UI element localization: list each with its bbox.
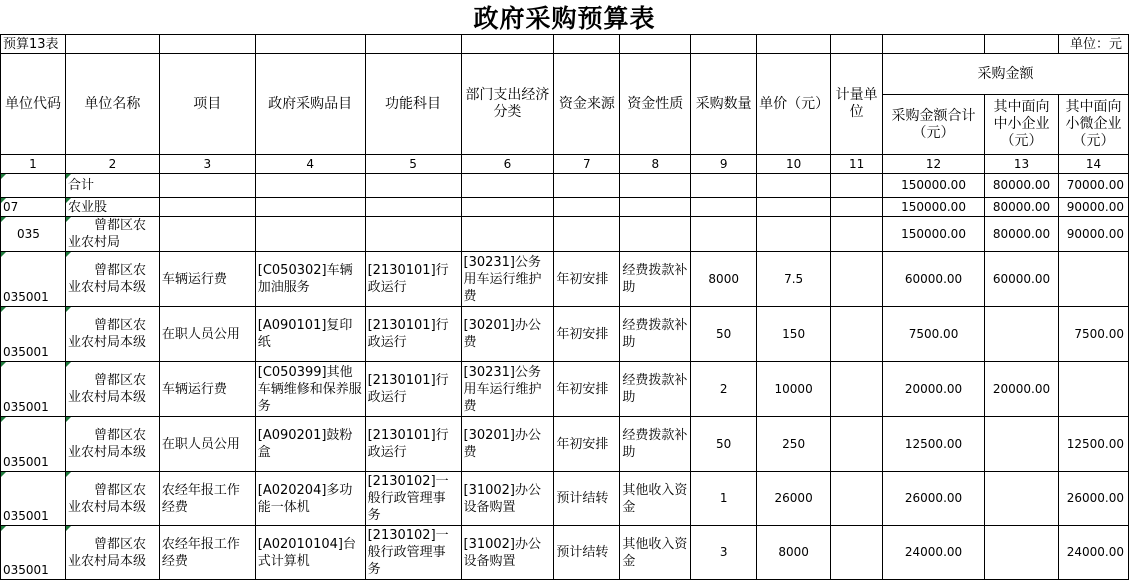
project-cell: 在职人员公用	[159, 417, 255, 472]
economic-class-cell: [30231]公务用车运行维护费	[461, 252, 554, 307]
header-amount-total: 采购金额合计（元）	[883, 95, 985, 155]
project-cell	[159, 217, 255, 252]
amount-micro-cell: 26000.00	[1058, 472, 1128, 526]
unit-label: 单位：元	[1058, 35, 1128, 54]
unit-price-cell: 7.5	[757, 252, 831, 307]
measure-unit-cell	[831, 417, 883, 472]
fund-source-cell	[554, 174, 620, 198]
unit-name-cell: 曾都区农业农村局本级	[65, 252, 159, 307]
economic-class-cell	[461, 217, 554, 252]
header-row	[1, 54, 1129, 95]
economic-class-cell: [31002]办公设备购置	[461, 472, 554, 526]
function-subject-cell	[365, 198, 461, 217]
measure-unit-cell	[831, 217, 883, 252]
amount-sme-cell	[984, 472, 1058, 526]
procurement-item-cell	[255, 198, 365, 217]
table-row	[1, 252, 1129, 307]
header-unit-price: 单价（元）	[757, 54, 831, 155]
amount-total-cell: 12500.00	[883, 417, 985, 472]
measure-unit-cell	[831, 526, 883, 580]
amount-sme-cell: 80000.00	[984, 174, 1058, 198]
economic-class-cell: [30231]公务用车运行维护费	[461, 362, 554, 417]
sheet-label: 预算13表	[1, 35, 66, 54]
fund-nature-cell: 经费拨款补助	[620, 362, 691, 417]
column-number: 11	[831, 155, 883, 174]
column-number: 3	[159, 155, 255, 174]
function-subject-cell: [2130102]一般行政管理事务	[365, 526, 461, 580]
table-row	[1, 526, 1129, 580]
economic-class-cell: [30201]办公费	[461, 417, 554, 472]
amount-micro-cell: 90000.00	[1058, 217, 1128, 252]
procurement-item-cell: [A020204]多功能一体机	[255, 472, 365, 526]
unit-code-cell: 035001	[1, 417, 66, 472]
measure-unit-cell	[831, 252, 883, 307]
unit-name-cell: 农业股	[65, 198, 159, 217]
fund-nature-cell	[620, 198, 691, 217]
column-number: 10	[757, 155, 831, 174]
table-row	[1, 417, 1129, 472]
fund-nature-cell: 其他收入资金	[620, 526, 691, 580]
unit-price-cell: 10000	[757, 362, 831, 417]
column-number: 4	[255, 155, 365, 174]
amount-total-cell: 150000.00	[883, 198, 985, 217]
project-cell: 车辆运行费	[159, 362, 255, 417]
header-economic-class: 部门支出经济分类	[461, 54, 554, 155]
amount-sme-cell: 80000.00	[984, 198, 1058, 217]
unit-price-cell	[757, 217, 831, 252]
label-row	[1, 35, 1129, 54]
fund-source-cell	[554, 198, 620, 217]
fund-source-cell	[554, 217, 620, 252]
measure-unit-cell	[831, 198, 883, 217]
amount-micro-cell: 12500.00	[1058, 417, 1128, 472]
column-number: 1	[1, 155, 66, 174]
project-cell	[159, 198, 255, 217]
project-cell: 农经年报工作经费	[159, 526, 255, 580]
economic-class-cell	[461, 198, 554, 217]
amount-micro-cell: 24000.00	[1058, 526, 1128, 580]
table-row	[1, 307, 1129, 362]
procurement-item-cell: [A02010104]台式计算机	[255, 526, 365, 580]
project-cell	[159, 174, 255, 198]
column-number: 14	[1058, 155, 1128, 174]
column-number: 9	[691, 155, 757, 174]
amount-sme-cell	[984, 307, 1058, 362]
amount-total-cell: 26000.00	[883, 472, 985, 526]
function-subject-cell	[365, 174, 461, 198]
fund-nature-cell	[620, 217, 691, 252]
unit-code-cell: 035001	[1, 526, 66, 580]
sheet-title: 政府采购预算表	[0, 0, 1129, 35]
procurement-item-cell	[255, 217, 365, 252]
quantity-cell: 8000	[691, 252, 757, 307]
fund-nature-cell: 经费拨款补助	[620, 307, 691, 362]
column-number: 12	[883, 155, 985, 174]
column-number: 13	[984, 155, 1058, 174]
column-number: 8	[620, 155, 691, 174]
fund-source-cell: 预计结转	[554, 526, 620, 580]
measure-unit-cell	[831, 472, 883, 526]
unit-code-cell: 035001	[1, 307, 66, 362]
amount-total-cell: 7500.00	[883, 307, 985, 362]
unit-code-cell: 07	[1, 198, 66, 217]
unit-code-cell: 035001	[1, 472, 66, 526]
function-subject-cell: [2130101]行政运行	[365, 417, 461, 472]
unit-name-cell: 曾都区农业农村局本级	[65, 362, 159, 417]
function-subject-cell: [2130101]行政运行	[365, 307, 461, 362]
quantity-cell	[691, 198, 757, 217]
amount-micro-cell	[1058, 252, 1128, 307]
amount-sme-cell: 60000.00	[984, 252, 1058, 307]
measure-unit-cell	[831, 362, 883, 417]
header-procurement-item: 政府采购品目	[255, 54, 365, 155]
procurement-item-cell: [C050302]车辆加油服务	[255, 252, 365, 307]
quantity-cell	[691, 174, 757, 198]
column-number: 7	[554, 155, 620, 174]
unit-name-cell: 曾都区农业农村局本级	[65, 472, 159, 526]
amount-micro-cell: 70000.00	[1058, 174, 1128, 198]
header-fund-nature: 资金性质	[620, 54, 691, 155]
unit-name-cell: 曾都区农业农村局本级	[65, 526, 159, 580]
function-subject-cell: [2130102]一般行政管理事务	[365, 472, 461, 526]
header-fund-source: 资金来源	[554, 54, 620, 155]
function-subject-cell	[365, 217, 461, 252]
header-unit-name: 单位名称	[65, 54, 159, 155]
unit-code-cell: 035001	[1, 252, 66, 307]
table-row	[1, 362, 1129, 417]
fund-nature-cell: 经费拨款补助	[620, 417, 691, 472]
project-cell: 农经年报工作经费	[159, 472, 255, 526]
fund-nature-cell	[620, 174, 691, 198]
project-cell: 在职人员公用	[159, 307, 255, 362]
quantity-cell: 50	[691, 307, 757, 362]
function-subject-cell: [2130101]行政运行	[365, 362, 461, 417]
unit-price-cell: 250	[757, 417, 831, 472]
amount-total-cell: 60000.00	[883, 252, 985, 307]
unit-price-cell: 150	[757, 307, 831, 362]
unit-name-cell: 合计	[65, 174, 159, 198]
unit-price-cell: 26000	[757, 472, 831, 526]
quantity-cell: 1	[691, 472, 757, 526]
procurement-item-cell: [A090101]复印纸	[255, 307, 365, 362]
unit-name-cell: 曾都区农业农村局	[65, 217, 159, 252]
table-row	[1, 174, 1129, 198]
fund-source-cell: 年初安排	[554, 362, 620, 417]
table-row	[1, 217, 1129, 252]
amount-micro-cell: 7500.00	[1058, 307, 1128, 362]
unit-name-cell: 曾都区农业农村局本级	[65, 307, 159, 362]
procurement-table	[0, 34, 1129, 580]
measure-unit-cell	[831, 174, 883, 198]
measure-unit-cell	[831, 307, 883, 362]
amount-sme-cell: 80000.00	[984, 217, 1058, 252]
header-function-subject: 功能科目	[365, 54, 461, 155]
column-number: 5	[365, 155, 461, 174]
amount-sme-cell	[984, 417, 1058, 472]
function-subject-cell: [2130101]行政运行	[365, 252, 461, 307]
unit-price-cell: 8000	[757, 526, 831, 580]
unit-price-cell	[757, 198, 831, 217]
header-measure-unit: 计量单位	[831, 54, 883, 155]
header-unit-code: 单位代码	[1, 54, 66, 155]
quantity-cell: 3	[691, 526, 757, 580]
column-number-row	[1, 155, 1129, 174]
fund-source-cell: 预计结转	[554, 472, 620, 526]
amount-micro-cell: 90000.00	[1058, 198, 1128, 217]
unit-code-cell	[1, 174, 66, 198]
fund-source-cell: 年初安排	[554, 417, 620, 472]
column-number: 6	[461, 155, 554, 174]
procurement-item-cell: [A090201]鼓粉盒	[255, 417, 365, 472]
header-amount-group: 采购金额	[883, 54, 1129, 95]
amount-sme-cell: 20000.00	[984, 362, 1058, 417]
economic-class-cell: [31002]办公设备购置	[461, 526, 554, 580]
quantity-cell: 50	[691, 417, 757, 472]
project-cell: 车辆运行费	[159, 252, 255, 307]
fund-source-cell: 年初安排	[554, 307, 620, 362]
amount-total-cell: 150000.00	[883, 217, 985, 252]
quantity-cell	[691, 217, 757, 252]
table-row	[1, 472, 1129, 526]
unit-code-cell: 035001	[1, 362, 66, 417]
column-number: 2	[65, 155, 159, 174]
amount-total-cell: 20000.00	[883, 362, 985, 417]
unit-price-cell	[757, 174, 831, 198]
unit-code-cell: 035	[1, 217, 66, 252]
amount-micro-cell	[1058, 362, 1128, 417]
amount-total-cell: 24000.00	[883, 526, 985, 580]
economic-class-cell: [30201]办公费	[461, 307, 554, 362]
quantity-cell: 2	[691, 362, 757, 417]
fund-source-cell: 年初安排	[554, 252, 620, 307]
fund-nature-cell: 其他收入资金	[620, 472, 691, 526]
header-amount-micro: 其中面向小微企业（元）	[1058, 95, 1128, 155]
header-project: 项目	[159, 54, 255, 155]
procurement-item-cell: [C050399]其他车辆维修和保养服务	[255, 362, 365, 417]
amount-sme-cell	[984, 526, 1058, 580]
amount-total-cell: 150000.00	[883, 174, 985, 198]
economic-class-cell	[461, 174, 554, 198]
fund-nature-cell: 经费拨款补助	[620, 252, 691, 307]
header-amount-sme: 其中面向中小企业（元）	[984, 95, 1058, 155]
header-quantity: 采购数量	[691, 54, 757, 155]
unit-name-cell: 曾都区农业农村局本级	[65, 417, 159, 472]
procurement-item-cell	[255, 174, 365, 198]
table-row	[1, 198, 1129, 217]
